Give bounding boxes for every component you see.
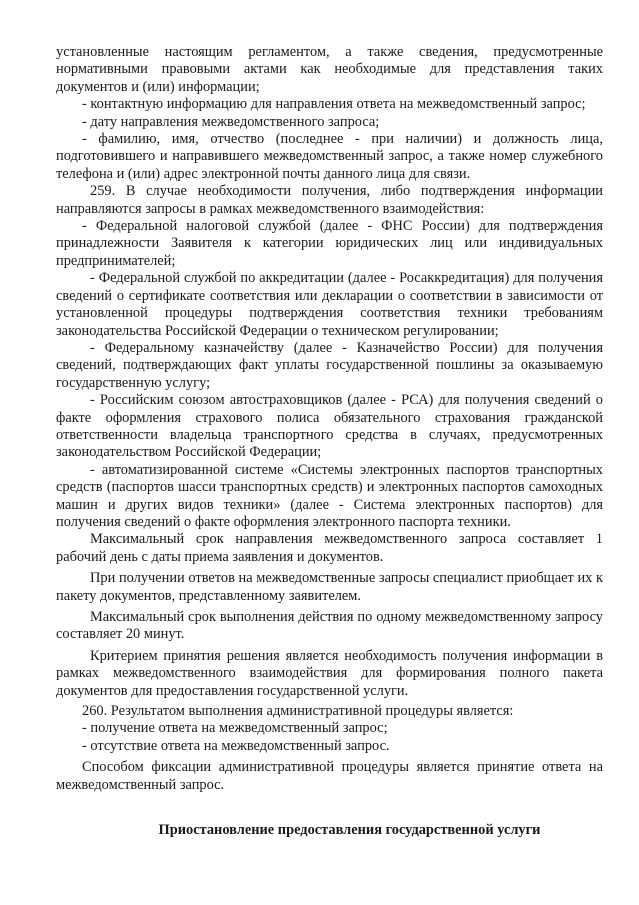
paragraph-5: 259. В случае необходимости получения, либо подтверждения информации направляются запросы в рамках межведомственного взаимодействия: <box>56 183 603 217</box>
paragraph-2: - контактную информацию для направления ответа на межведомственный запрос; <box>82 96 586 113</box>
document-page <box>56 44 603 839</box>
section-heading: Приостановление предоставления государственной услуги <box>158 822 541 839</box>
paragraph-6: - Федеральной налоговой службой (далее - ФНС России) для подтверждения принадлежности Заявителя к категории юридических лиц или индивидуальных предпринимателей; <box>56 218 603 269</box>
paragraph-9: - Российским союзом автостраховщиков (далее - РСА) для получения сведений о факте оформления страхового полиса обязательного страхования гражданской ответственности владельца транспортного средства в случаях, предусмотренных законодательством Российской Федерации; <box>56 392 603 461</box>
paragraph-3: - дату направления межведомственного запроса; <box>82 113 380 130</box>
paragraph-18: Способом фиксации административной процедуры является принятие ответа на межведомственный запрос. <box>56 759 603 793</box>
paragraph-10: - автоматизированной системе «Системы электронных паспортов транспортных средств (паспортов шасси транспортных средств) и электронных паспортов самоходных машин и других видов техники» (далее - Система электронных паспортов) для получения сведений о факте оформления электронного паспорта техники. <box>56 461 603 530</box>
paragraph-16: - получение ответа на межведомственный запрос; <box>82 720 388 737</box>
paragraph-12: При получении ответов на межведомственные запросы специалист приобщает их к пакету документов, представленному заявителем. <box>56 570 603 604</box>
paragraph-14: Критерием принятия решения является необходимость получения информации в рамках межведомственного взаимодействия для формирования полного пакета документов для предоставления государственной услуги. <box>56 647 603 699</box>
paragraph-1: установленные настоящим регламентом, а также сведения, предусмотренные нормативными правовыми актами как необходимые для представления таких документов и (или) информации; <box>56 44 603 95</box>
paragraph-7: - Федеральной службой по аккредитации (далее - Росаккредитация) для получения сведений о сертификате соответствия или декларации о соответствии в зависимости от установленной процедуры подтверждения соответствия техники требованиям законодательства Российской Федерации о техническом регулировании; <box>56 270 603 339</box>
paragraph-17: - отсутствие ответа на межведомственный запрос. <box>82 737 390 754</box>
paragraph-11: Максимальный срок направления межведомственного запроса составляет 1 рабочий день с даты приема заявления и документов. <box>56 531 603 565</box>
paragraph-13: Максимальный срок выполнения действия по одному межведомственному запросу составляет 20 минут. <box>56 609 603 643</box>
paragraph-8: - Федеральному казначейству (далее - Казначейство России) для получения сведений, подтверждающих факт уплаты государственной пошлины за оказываемую государственную услугу; <box>56 339 603 391</box>
paragraph-4: - фамилию, имя, отчество (последнее - при наличии) и должность лица, подготовившего и направившего межведомственный запрос, а также номер служебного телефона и (или) адрес электронной почты данного лица для связи. <box>56 131 603 182</box>
paragraph-15: 260. Результатом выполнения административной процедуры является: <box>82 703 514 720</box>
